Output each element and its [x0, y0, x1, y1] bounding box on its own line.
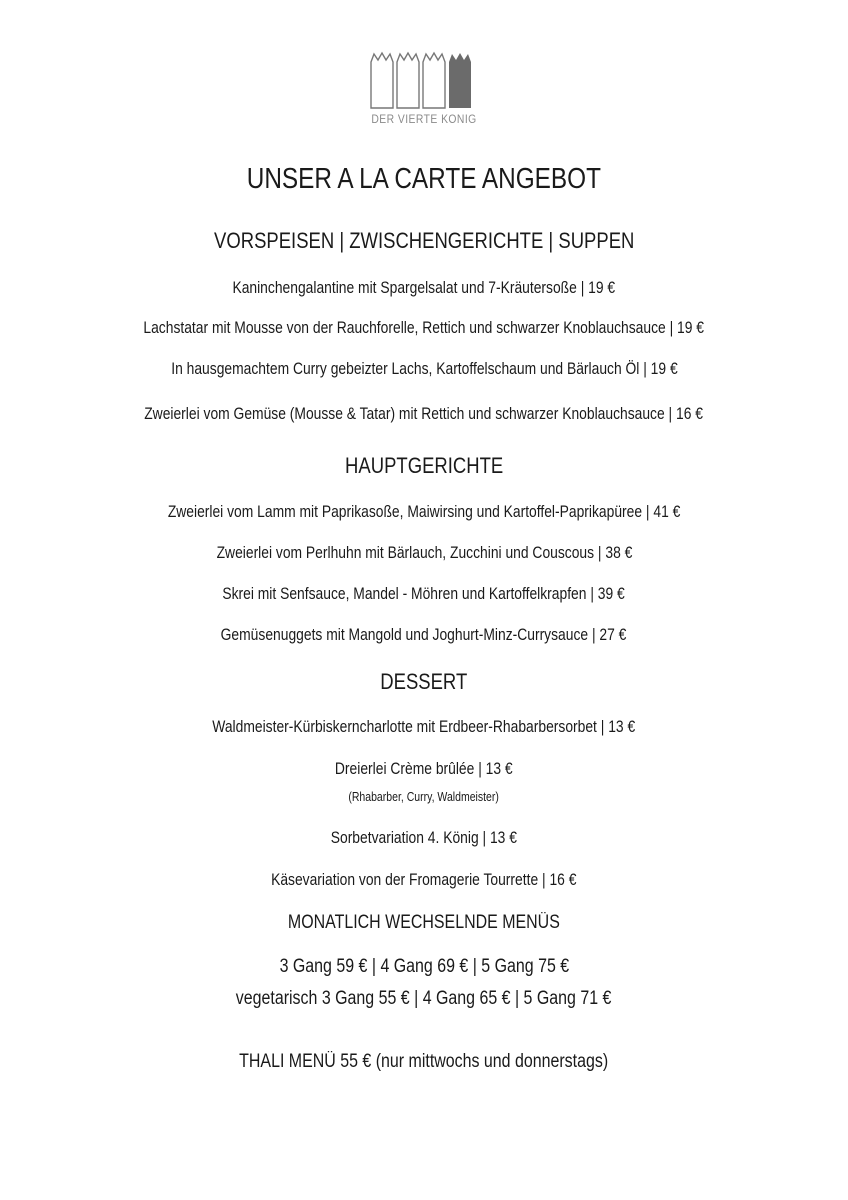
menu-item: Lachstatar mit Mousse von der Rauchforelle, Rettich und schwarzer Knoblauchsauce | 19 € — [143, 319, 705, 337]
menu-item: Sorbetvariation 4. König | 13 € — [330, 829, 518, 847]
menu-item: Zweierlei vom Perlhuhn mit Bärlauch, Zucchini und Couscous | 38 € — [216, 544, 632, 562]
menu-item: Käsevariation von der Fromagerie Tourrette | 16 € — [271, 871, 577, 889]
menu-prices-vegetarian: vegetarisch 3 Gang 55 € | 4 Gang 65 € | 5 Gang 71 € — [236, 988, 612, 1009]
section-heading-dessert: DESSERT — [380, 669, 468, 694]
menu-item: Dreierlei Crème brûlée | 13 € — [335, 760, 513, 778]
menu-item: Kaninchengalantine mit Spargelsalat und 7-Kräutersoße | 19 € — [232, 279, 616, 297]
menu-item-note: (Rhabarber, Curry, Waldmeister) — [348, 790, 500, 804]
section-heading-menus: MONATLICH WECHSELNDE MENÜS — [288, 912, 560, 933]
menu-prices: 3 Gang 59 € | 4 Gang 69 € | 5 Gang 75 € — [279, 956, 569, 977]
section-heading-starters: VORSPEISEN | ZWISCHENGERICHTE | SUPPEN — [213, 228, 635, 253]
menu-item: Gemüsenuggets mit Mangold und Joghurt-Minz-Currysauce | 27 € — [221, 626, 627, 644]
brand-name: DER VIERTE KÖNIG — [371, 114, 477, 126]
thali-menu: THALI MENÜ 55 € (nur mittwochs und donnerstags) — [239, 1051, 609, 1072]
crown-logo-icon — [368, 50, 478, 112]
menu-item: In hausgemachtem Curry gebeizter Lachs, Kartoffelschaum und Bärlauch Öl | 19 € — [170, 360, 678, 378]
section-heading-mains: HAUPTGERICHTE — [344, 453, 504, 478]
page-title: UNSER A LA CARTE ANGEBOT — [246, 163, 602, 195]
menu-item: Skrei mit Senfsauce, Mandel - Möhren und Kartoffelkrapfen | 39 € — [222, 585, 626, 603]
menu-item: Waldmeister-Kürbiskerncharlotte mit Erdbeer-Rhabarbersorbet | 13 € — [212, 718, 636, 736]
menu-item: Zweierlei vom Lamm mit Paprikasoße, Maiwirsing und Kartoffel-Paprikapüree | 41 € — [167, 503, 681, 521]
menu-item: Zweierlei vom Gemüse (Mousse & Tatar) mit Rettich und schwarzer Knoblauchsauce | 16 € — [144, 405, 704, 423]
